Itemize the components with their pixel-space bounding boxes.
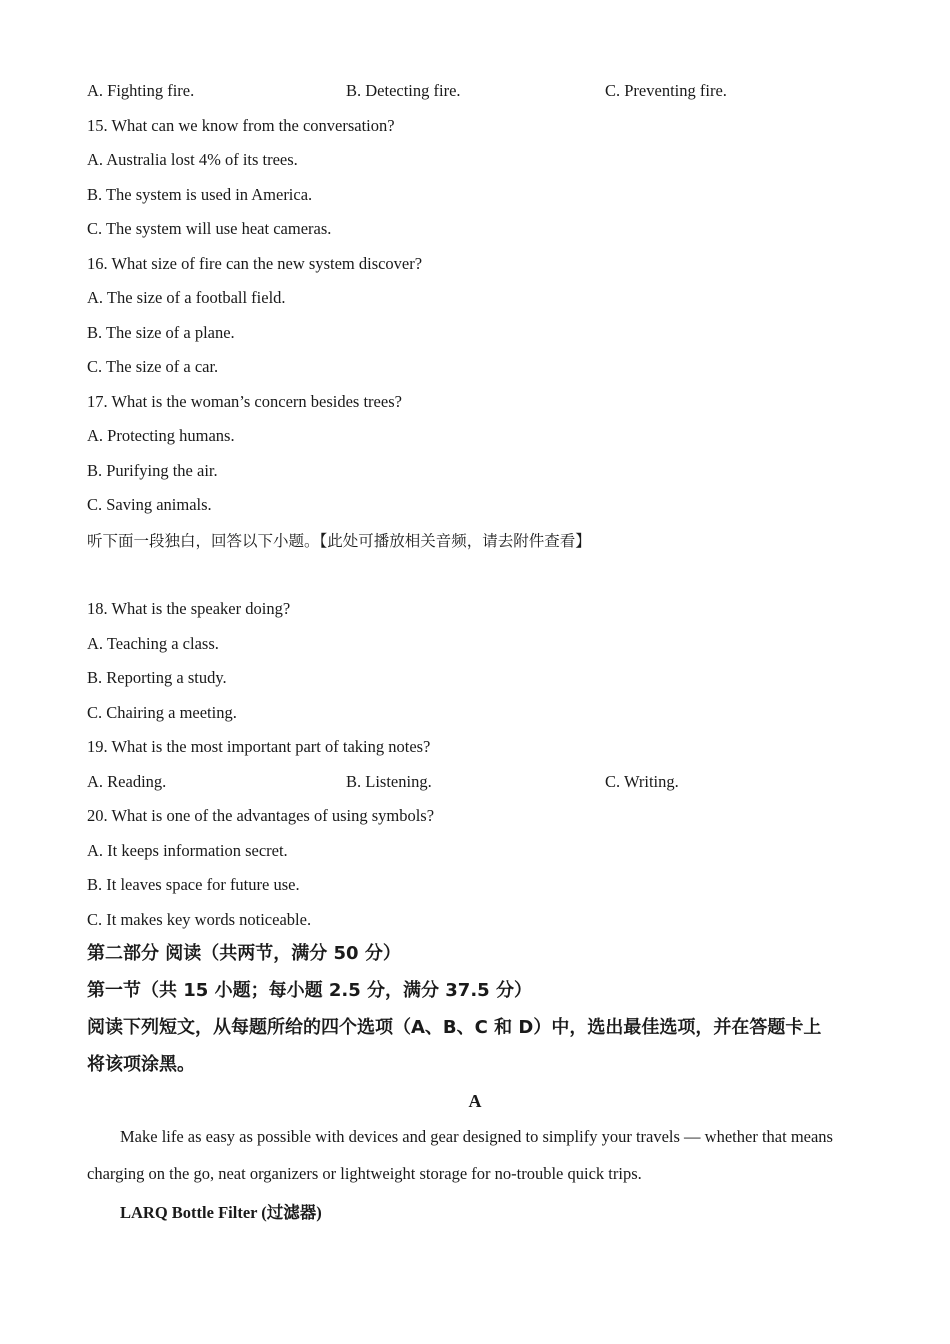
q15-option-b: B. The system is used in America. bbox=[87, 185, 313, 204]
option-c: C. Writing. bbox=[605, 772, 679, 791]
q19-options bbox=[87, 772, 887, 792]
q15-option-c: C. The system will use heat cameras. bbox=[87, 219, 332, 238]
q18-option-b: B. Reporting a study. bbox=[87, 668, 227, 687]
q16-option-b: B. The size of a plane. bbox=[87, 323, 235, 342]
option-b: B. Listening. bbox=[346, 772, 432, 791]
part2-title: 第二部分 阅读（共两节，满分 50 分） bbox=[87, 943, 401, 964]
q16-question: 16. What size of fire can the new system discover? bbox=[87, 254, 423, 273]
monologue-instruction: 听下面一段独白，回答以下小题。【此处可播放相关音频，请去附件查看】 bbox=[87, 532, 591, 550]
item-title-larq: LARQ Bottle Filter (过滤器) bbox=[120, 1203, 322, 1222]
q16-option-c: C. The size of a car. bbox=[87, 357, 219, 376]
q15-option-a: A. Australia lost 4% of its trees. bbox=[87, 150, 298, 169]
q20-option-b: B. It leaves space for future use. bbox=[87, 875, 300, 894]
q17-option-b: B. Purifying the air. bbox=[87, 461, 218, 480]
q18-option-c: C. Chairing a meeting. bbox=[87, 703, 237, 722]
q20-question: 20. What is one of the advantages of using symbols? bbox=[87, 806, 435, 825]
q17-option-c: C. Saving animals. bbox=[87, 495, 212, 514]
q17-option-a: A. Protecting humans. bbox=[87, 426, 235, 445]
q17-question: 17. What is the woman’s concern besides trees? bbox=[87, 392, 402, 411]
q18-option-a: A. Teaching a class. bbox=[87, 634, 219, 653]
q20-option-a: A. It keeps information secret. bbox=[87, 841, 288, 860]
passage-letter: A bbox=[468, 1091, 482, 1111]
option-a: A. Fighting fire. bbox=[87, 81, 195, 100]
option-a: A. Reading. bbox=[87, 772, 167, 791]
passage-intro: Make life as easy as possible with devices and gear designed to simplify your travels — whether that means charging on the go, neat organizers or lightweight storage for no-trouble quick trips. bbox=[87, 1127, 833, 1183]
section1-title: 第一节（共 15 小题；每小题 2.5 分，满分 37.5 分） bbox=[87, 980, 532, 1001]
reading-instruction-line2: 将该项涂黑。 bbox=[87, 1054, 195, 1075]
q16-option-a: A. The size of a football field. bbox=[87, 288, 286, 307]
reading-instruction-line1: 阅读下列短文，从每题所给的四个选项（A、B、C 和 D）中，选出最佳选项，并在答题卡上 bbox=[87, 1017, 822, 1038]
q20-option-c: C. It makes key words noticeable. bbox=[87, 910, 312, 929]
q14-options bbox=[87, 81, 887, 101]
q15-question: 15. What can we know from the conversation? bbox=[87, 116, 395, 135]
option-c: C. Preventing fire. bbox=[605, 81, 727, 100]
q19-question: 19. What is the most important part of taking notes? bbox=[87, 737, 431, 756]
option-b: B. Detecting fire. bbox=[346, 81, 461, 100]
q18-question: 18. What is the speaker doing? bbox=[87, 599, 291, 618]
